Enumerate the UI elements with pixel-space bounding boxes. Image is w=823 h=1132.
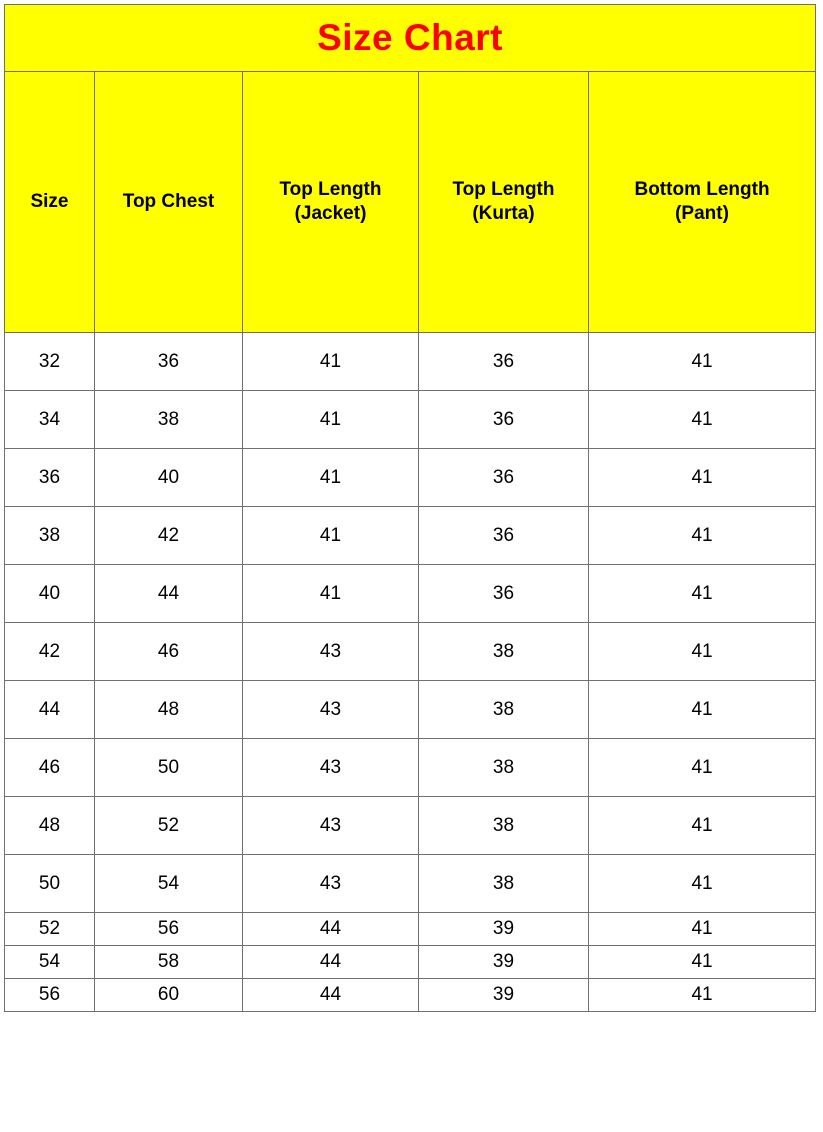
cell-bottom-length-pant: 41 bbox=[589, 507, 816, 565]
cell-size: 50 bbox=[5, 855, 95, 913]
table-row bbox=[5, 333, 816, 391]
cell-top-chest: 46 bbox=[95, 623, 243, 681]
cell-size: 40 bbox=[5, 565, 95, 623]
cell-top-length-kurta: 36 bbox=[419, 391, 589, 449]
cell-top-length-kurta: 38 bbox=[419, 623, 589, 681]
cell-size: 34 bbox=[5, 391, 95, 449]
cell-top-chest: 38 bbox=[95, 391, 243, 449]
table-row bbox=[5, 855, 816, 913]
cell-bottom-length-pant: 41 bbox=[589, 739, 816, 797]
cell-top-length-jacket: 44 bbox=[243, 913, 419, 946]
cell-top-chest: 56 bbox=[95, 913, 243, 946]
cell-size: 46 bbox=[5, 739, 95, 797]
cell-top-length-jacket: 41 bbox=[243, 507, 419, 565]
cell-top-length-kurta: 39 bbox=[419, 979, 589, 1012]
table-row bbox=[5, 797, 816, 855]
cell-top-length-jacket: 43 bbox=[243, 623, 419, 681]
cell-top-chest: 52 bbox=[95, 797, 243, 855]
column-header-bottom-length-pant-line1: Bottom Length bbox=[634, 178, 770, 200]
cell-top-chest: 48 bbox=[95, 681, 243, 739]
cell-size: 48 bbox=[5, 797, 95, 855]
cell-top-length-jacket: 41 bbox=[243, 449, 419, 507]
cell-bottom-length-pant: 41 bbox=[589, 391, 816, 449]
cell-top-length-jacket: 41 bbox=[243, 565, 419, 623]
cell-top-length-jacket: 43 bbox=[243, 855, 419, 913]
column-header-top-chest-line2: Top Chest bbox=[122, 190, 215, 212]
cell-top-length-jacket: 43 bbox=[243, 681, 419, 739]
cell-top-chest: 42 bbox=[95, 507, 243, 565]
cell-bottom-length-pant: 41 bbox=[589, 565, 816, 623]
cell-top-length-jacket: 41 bbox=[243, 391, 419, 449]
cell-top-length-kurta: 38 bbox=[419, 855, 589, 913]
cell-top-chest: 36 bbox=[95, 333, 243, 391]
cell-top-chest: 58 bbox=[95, 946, 243, 979]
column-header-top-length-kurta-line1: Top Length bbox=[452, 178, 555, 200]
page-title: Size Chart bbox=[5, 5, 816, 72]
cell-top-chest: 60 bbox=[95, 979, 243, 1012]
column-header-bottom-length-pant bbox=[589, 72, 816, 333]
cell-top-length-jacket: 44 bbox=[243, 946, 419, 979]
table-row bbox=[5, 739, 816, 797]
table-row bbox=[5, 979, 816, 1012]
cell-size: 54 bbox=[5, 946, 95, 979]
cell-top-length-kurta: 39 bbox=[419, 913, 589, 946]
table-row bbox=[5, 946, 816, 979]
cell-top-length-kurta: 38 bbox=[419, 681, 589, 739]
column-header-bottom-length-pant-line2: (Pant) bbox=[675, 203, 729, 224]
cell-bottom-length-pant: 41 bbox=[589, 946, 816, 979]
table-row bbox=[5, 449, 816, 507]
cell-size: 32 bbox=[5, 333, 95, 391]
cell-top-chest: 50 bbox=[95, 739, 243, 797]
cell-top-length-jacket: 43 bbox=[243, 797, 419, 855]
cell-top-length-kurta: 36 bbox=[419, 333, 589, 391]
cell-top-length-jacket: 44 bbox=[243, 979, 419, 1012]
column-header-top-length-kurta bbox=[419, 72, 589, 333]
column-header-top-length-kurta-line2: (Kurta) bbox=[472, 203, 535, 224]
cell-top-length-jacket: 41 bbox=[243, 333, 419, 391]
cell-top-length-kurta: 36 bbox=[419, 565, 589, 623]
cell-top-length-kurta: 36 bbox=[419, 449, 589, 507]
cell-bottom-length-pant: 41 bbox=[589, 449, 816, 507]
cell-top-length-kurta: 36 bbox=[419, 507, 589, 565]
cell-size: 52 bbox=[5, 913, 95, 946]
table-row bbox=[5, 913, 816, 946]
table-row bbox=[5, 681, 816, 739]
cell-top-length-jacket: 43 bbox=[243, 739, 419, 797]
table-row bbox=[5, 507, 816, 565]
cell-bottom-length-pant: 41 bbox=[589, 681, 816, 739]
table-row bbox=[5, 565, 816, 623]
cell-top-chest: 40 bbox=[95, 449, 243, 507]
table-body bbox=[5, 5, 816, 1012]
cell-size: 42 bbox=[5, 623, 95, 681]
cell-size: 56 bbox=[5, 979, 95, 1012]
cell-top-length-kurta: 38 bbox=[419, 797, 589, 855]
column-header-top-chest bbox=[95, 72, 243, 333]
size-chart-table bbox=[4, 4, 816, 1012]
cell-size: 44 bbox=[5, 681, 95, 739]
column-header-top-length-jacket-line1: Top Length bbox=[279, 178, 382, 200]
table-row bbox=[5, 623, 816, 681]
cell-bottom-length-pant: 41 bbox=[589, 913, 816, 946]
cell-top-length-kurta: 38 bbox=[419, 739, 589, 797]
title-row bbox=[5, 5, 816, 72]
column-header-size bbox=[5, 72, 95, 333]
column-header-top-length-jacket bbox=[243, 72, 419, 333]
cell-bottom-length-pant: 41 bbox=[589, 855, 816, 913]
cell-top-length-kurta: 39 bbox=[419, 946, 589, 979]
cell-top-chest: 54 bbox=[95, 855, 243, 913]
header-row bbox=[5, 72, 816, 333]
cell-bottom-length-pant: 41 bbox=[589, 333, 816, 391]
cell-size: 38 bbox=[5, 507, 95, 565]
cell-bottom-length-pant: 41 bbox=[589, 623, 816, 681]
cell-size: 36 bbox=[5, 449, 95, 507]
cell-bottom-length-pant: 41 bbox=[589, 979, 816, 1012]
column-header-size-line2: Size bbox=[30, 190, 69, 212]
cell-bottom-length-pant: 41 bbox=[589, 797, 816, 855]
cell-top-chest: 44 bbox=[95, 565, 243, 623]
column-header-top-length-jacket-line2: (Jacket) bbox=[294, 203, 367, 224]
table-row bbox=[5, 391, 816, 449]
